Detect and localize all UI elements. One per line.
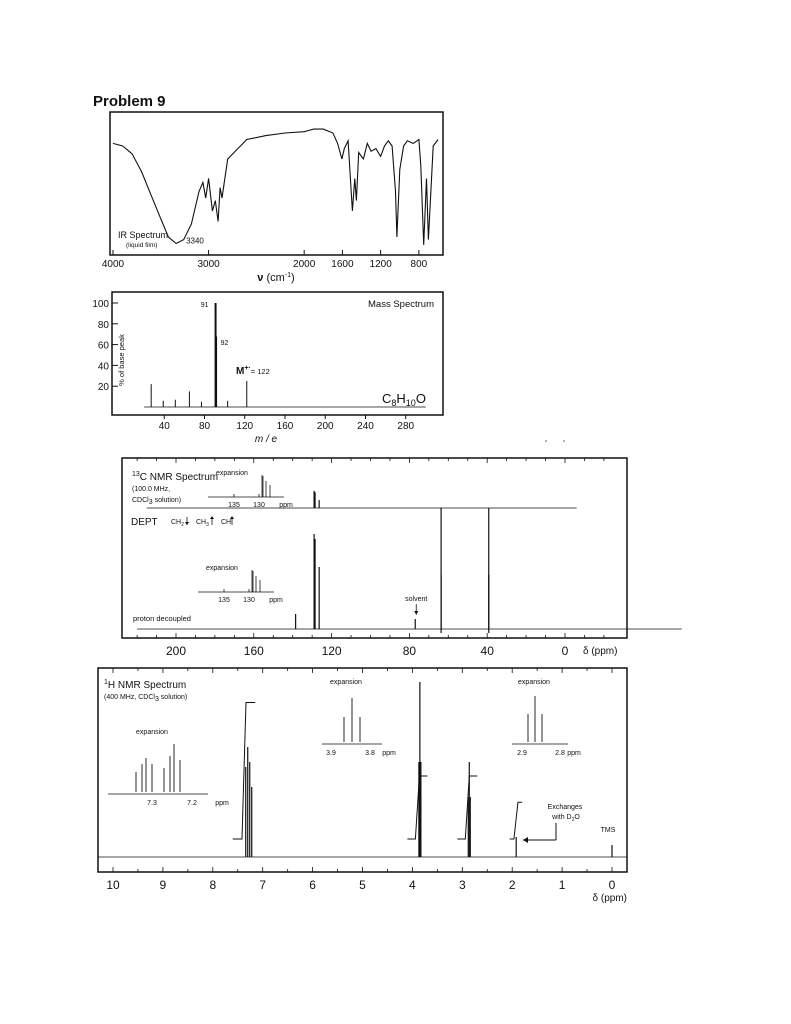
c13-decoupled-label: proton decoupled	[133, 614, 191, 623]
mass-y-tick-label: 80	[97, 319, 109, 331]
mass-formula: $C_8H_{10}O$	[382, 391, 426, 408]
c13-frame	[122, 458, 627, 638]
h1-expansion-aromatic-tick-label: 7.3	[147, 800, 157, 807]
h1-integral	[407, 776, 427, 839]
c13-x-tick-label: 80	[402, 644, 417, 658]
c13-info: (100.0 MHz,	[132, 486, 171, 493]
mass-mplus-label: $M^{+\cdot}_{= 122}$	[236, 365, 270, 377]
mass-x-axis-label: m / e	[254, 434, 278, 445]
c13-x-tick-label: 120	[321, 644, 342, 658]
h1-x-tick-label: 3	[458, 878, 466, 892]
h1-expansion-ch2o-tick-label: 3.8	[365, 750, 375, 757]
h1-expansion-ch2o-tick-label: ppm	[382, 750, 396, 757]
h1-integral	[510, 802, 522, 839]
h1-x-tick-label: 7	[259, 878, 267, 892]
c13-solvent-info: CDCl3 solution)	[132, 497, 182, 506]
ir-x-tick-label: 2000	[293, 259, 316, 270]
mass-x-tick-label: 280	[397, 421, 415, 432]
h1-expansion-aromatic-tick-label: 7.2	[187, 800, 197, 807]
h1-expansion-ch2o-tick-label: 3.9	[326, 750, 336, 757]
c13-dept-item: $CH_2$	[171, 519, 184, 528]
c13-x-tick-label: 200	[165, 644, 187, 658]
ir-x-tick-label: 4000	[101, 259, 125, 270]
h1-exchange-label: Exchanges	[547, 804, 583, 811]
ir-subtitle: (liquid film)	[126, 242, 158, 249]
mass-peak-label: 91	[200, 302, 209, 309]
c13-x-axis-label: δ (ppm)	[583, 646, 618, 657]
h1-x-tick-label: 2	[508, 878, 516, 892]
mass-title: Mass Spectrum	[368, 299, 434, 310]
c13-expansion-top-tick-label: 130	[253, 502, 265, 509]
h1-integral	[457, 776, 477, 839]
h1-x-axis-label: δ (ppm)	[592, 893, 627, 904]
page-speck	[545, 440, 547, 442]
ir-peak-label: 3340	[186, 236, 204, 246]
h1-expansion-aromatic-tick-label: ppm	[215, 800, 229, 807]
c13-title: $^{13}$C NMR Spectrum	[132, 471, 219, 483]
c13-expansion-top-label: expansion	[216, 470, 248, 477]
ir-trace	[113, 129, 438, 245]
mass-y-tick-label: 100	[92, 299, 109, 310]
ir-x-axis-label: ν $(cm^{-1})$	[257, 272, 295, 284]
c13-dept-item: CH	[221, 519, 232, 526]
mass-x-tick-label: 200	[316, 421, 334, 432]
c13-expansion-top-tick-label: ppm	[279, 502, 293, 509]
h1-x-tick-label: 0	[608, 878, 616, 892]
h1-x-tick-label: 1	[558, 878, 566, 892]
h1-expansion-ch2-label: expansion	[518, 679, 550, 686]
h1-expansion-ch2-tick-label: ppm	[567, 750, 581, 757]
c13-expansion-bottom-tick-label: ppm	[269, 597, 283, 604]
mass-x-tick-label: 240	[357, 421, 374, 432]
mass-x-tick-label: 80	[198, 421, 211, 432]
c13-x-tick-label: 40	[480, 644, 494, 658]
mass-y-tick-label: 40	[97, 361, 109, 373]
h1-title: $^1$H NMR Spectrum	[104, 679, 187, 691]
h1-expansion-ch2-tick-label: 2.9	[517, 750, 527, 757]
c13-solvent-arrowhead	[414, 611, 418, 615]
h1-expansion-ch2o-label: expansion	[330, 679, 362, 686]
ir-title: IR Spectrum	[118, 230, 169, 240]
mass-y-tick-label: 20	[97, 382, 109, 394]
mass-peak-label: 92	[220, 340, 229, 347]
h1-expansion-ch2-tick-label: 2.8	[555, 750, 565, 757]
c13-dept-arrowhead	[230, 516, 234, 519]
h1-x-tick-label: 9	[159, 878, 167, 892]
c13-expansion-top-tick-label: 135	[228, 502, 240, 509]
h1-exchange-arrowhead	[523, 837, 528, 843]
ir-x-tick-label: 1600	[331, 259, 354, 270]
c13-dept-arrowhead	[210, 516, 214, 519]
c13-dept-item: $CH_3$	[196, 519, 209, 528]
c13-expansion-bottom-label: expansion	[206, 565, 238, 572]
h1-x-tick-label: 5	[359, 878, 366, 892]
mass-x-tick-label: 160	[276, 421, 294, 432]
h1-x-tick-label: 4	[409, 878, 416, 892]
page-speck	[563, 440, 565, 442]
h1-x-tick-label: 10	[106, 878, 120, 892]
h1-tms-label: TMS	[600, 827, 616, 834]
h1-exchange-label2: with $D_2O$	[552, 814, 580, 823]
mass-x-tick-label: 120	[236, 421, 254, 432]
page-title: Problem 9	[93, 93, 166, 110]
c13-expansion-bottom-tick-label: 135	[218, 597, 230, 604]
h1-x-tick-label: 8	[209, 878, 217, 892]
c13-dept-label: DEPT	[131, 517, 158, 528]
ir-x-tick-label: 3000	[197, 259, 220, 270]
c13-solvent-label: solvent	[405, 596, 428, 603]
c13-dept-arrowhead	[185, 522, 189, 525]
mass-x-tick-label: 40	[158, 421, 170, 432]
c13-expansion-bottom-tick-label: 130	[243, 597, 255, 604]
mass-y-axis-label: % of base peak	[117, 334, 126, 386]
mass-frame	[112, 292, 443, 415]
ir-x-tick-label: 800	[410, 259, 428, 270]
mass-y-tick-label: 60	[97, 340, 109, 352]
c13-x-tick-label: 0	[561, 644, 569, 658]
ir-x-tick-label: 1200	[369, 259, 392, 270]
h1-expansion-aromatic-label: expansion	[136, 729, 168, 736]
c13-x-tick-label: 160	[243, 644, 264, 658]
h1-x-tick-label: 6	[309, 878, 316, 892]
h1-info: (400 MHz, CDCl3 solution)	[104, 694, 188, 703]
